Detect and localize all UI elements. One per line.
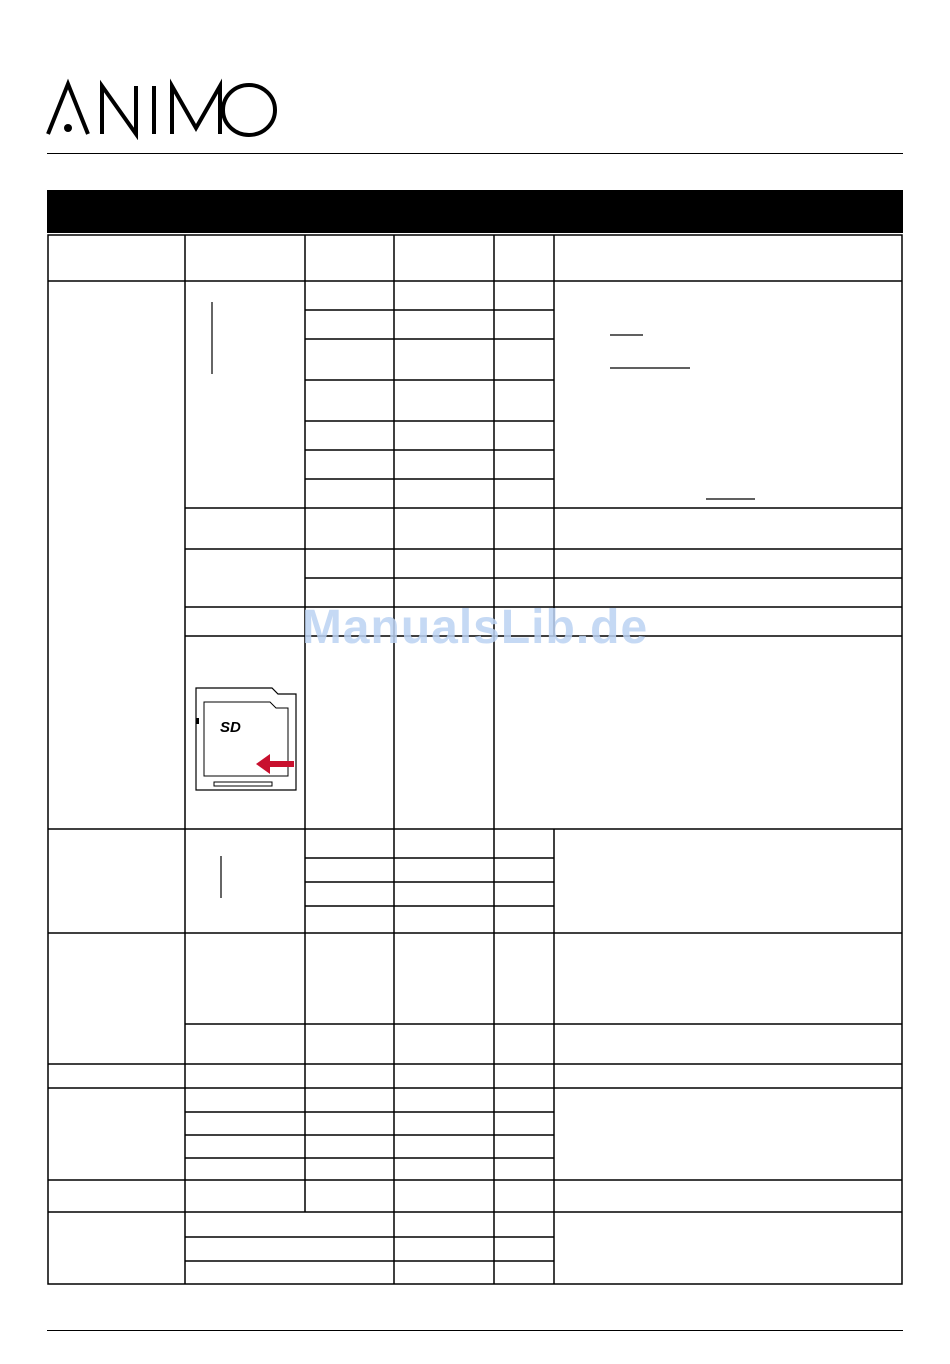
- sd-card-notch: [196, 718, 199, 724]
- sd-card-illustration: [196, 688, 296, 790]
- sd-logo: SD: [220, 719, 241, 736]
- svg-text:ANIMO: ANIMO: [44, 78, 48, 79]
- sd-card-outline: [196, 688, 296, 790]
- bottom-rule: [47, 1330, 903, 1331]
- table-frame: [48, 235, 902, 1284]
- watermark-text: ManualsLib.de: [301, 601, 649, 654]
